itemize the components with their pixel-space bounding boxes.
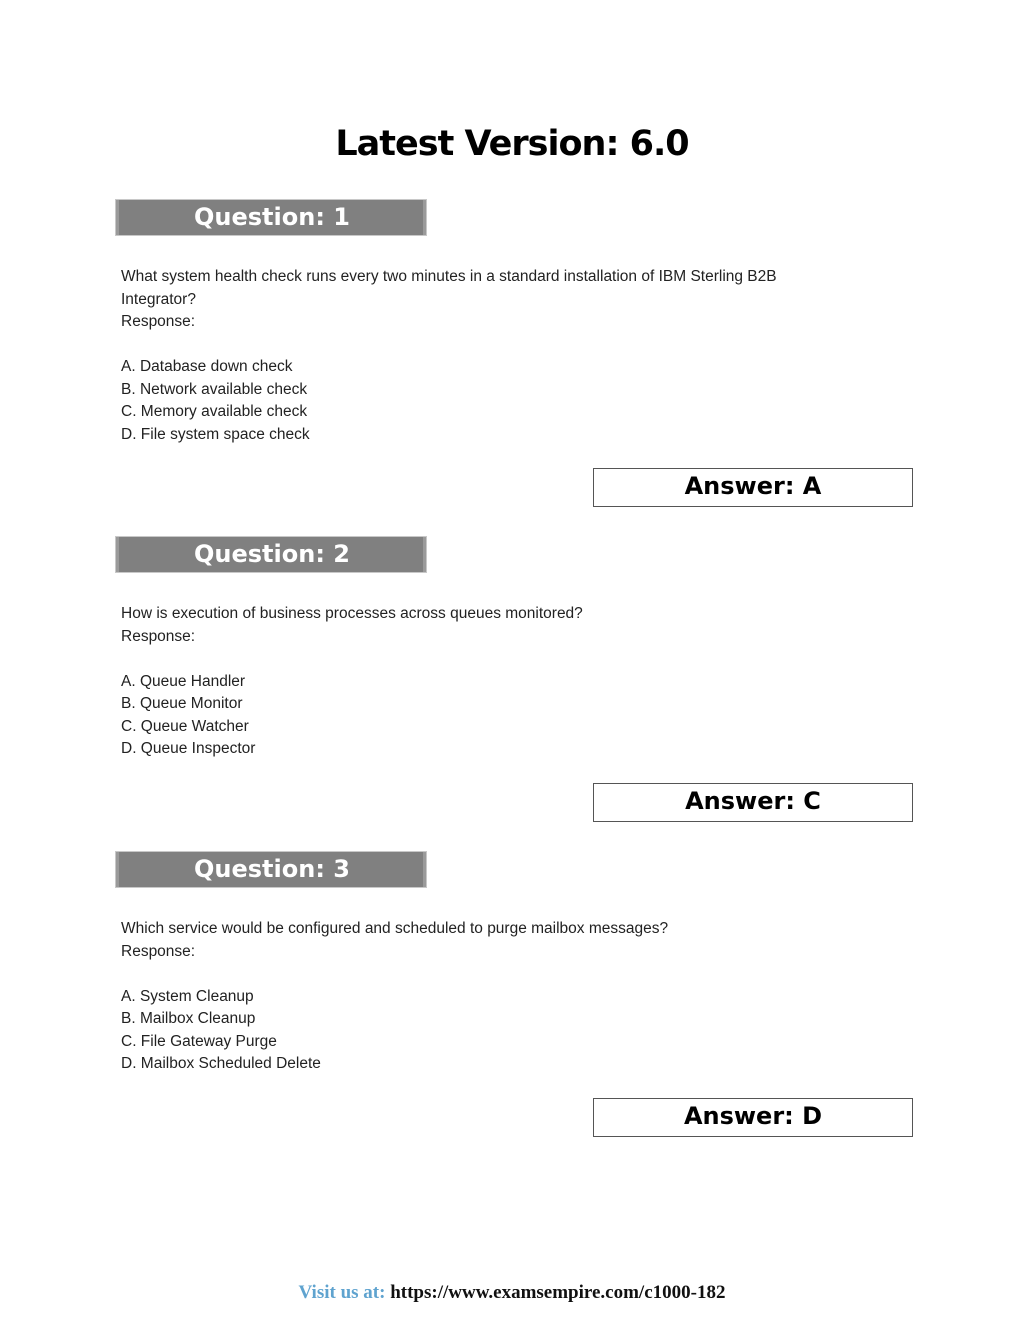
question-3-body	[121, 918, 881, 1076]
question-3-option-b: B. Mailbox Cleanup	[121, 1010, 256, 1027]
question-1-body	[121, 266, 881, 446]
question-3-answer-box	[593, 1098, 913, 1137]
page-title: Latest Version: 6.0	[335, 124, 689, 164]
question-1-option-b: B. Network available check	[121, 380, 308, 398]
question-2-option-b: B. Queue Monitor	[121, 695, 243, 712]
question-1-option-d: D. File system space check	[121, 425, 310, 443]
question-2-body	[121, 603, 881, 761]
question-1-response-label: Response:	[121, 313, 196, 330]
question-1-option-a: A. Database down check	[121, 358, 293, 375]
footer-url-link[interactable]: https://www.examsempire.com/c1000-182	[390, 1282, 726, 1303]
question-3-response-label: Response:	[121, 942, 196, 960]
question-3-heading: Question: 3	[194, 855, 350, 883]
footer-label: Visit us at:	[298, 1282, 386, 1303]
question-2-option-a: A. Queue Handler	[121, 672, 246, 690]
question-1-banner	[115, 199, 427, 236]
question-2-option-c: C. Queue Watcher	[121, 717, 249, 735]
question-1-answer-box	[593, 468, 913, 507]
question-1-option-c: C. Memory available check	[121, 403, 308, 420]
question-3-answer: Answer: D	[683, 1102, 823, 1130]
question-3-option-d: D. Mailbox Scheduled Delete	[121, 1055, 321, 1072]
footer	[0, 1282, 1024, 1304]
question-3-text: Which service would be configured and scheduled to purge mailbox messages?	[121, 920, 669, 937]
question-3-option-c: C. File Gateway Purge	[121, 1032, 277, 1050]
question-2-text: How is execution of business processes across queues monitored?	[121, 605, 583, 622]
question-2-heading: Question: 2	[194, 540, 350, 568]
question-1-text: What system health check runs every two minutes in a standard installation of IBM Sterling B2B Integrator?	[121, 268, 777, 308]
question-2-answer: Answer: C	[685, 787, 821, 815]
question-2-answer-box	[593, 783, 913, 822]
question-2-response-label: Response:	[121, 627, 196, 645]
question-2-option-d: D. Queue Inspector	[121, 740, 256, 757]
question-3-option-a: A. System Cleanup	[121, 987, 254, 1005]
question-3-banner	[115, 851, 427, 888]
question-2-banner	[115, 536, 427, 573]
question-1-heading: Question: 1	[194, 203, 350, 231]
question-1-answer: Answer: A	[684, 472, 822, 500]
